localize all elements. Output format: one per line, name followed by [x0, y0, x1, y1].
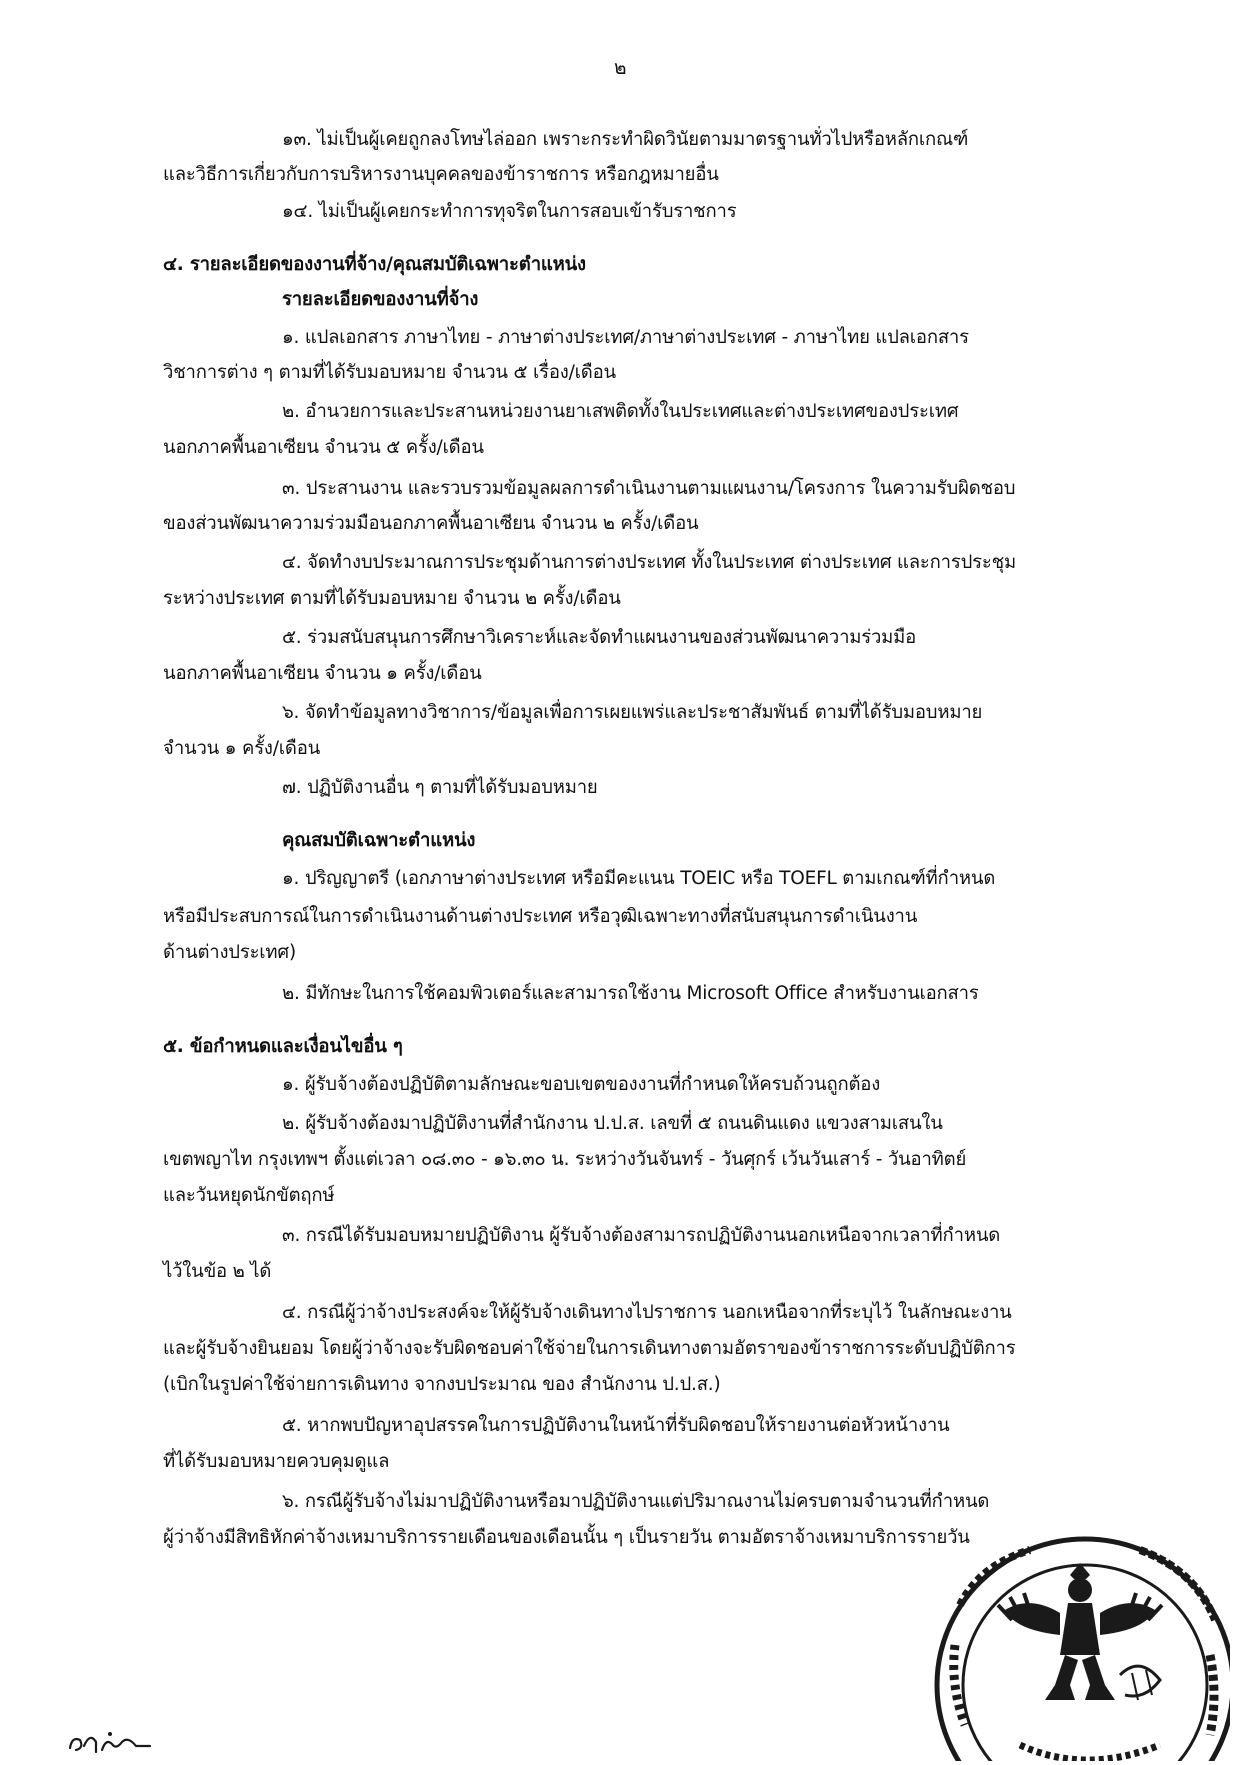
job-line: ๑. แปลเอกสาร ภาษาไทย - ภาษาต่างประเทศ/ภาษาต่างประเทศ - ภาษาไทย แปลเอกสาร	[282, 327, 969, 348]
job-details-heading: รายละเอียดของงานที่จ้าง	[282, 289, 479, 310]
condition-line: (เบิกในรูปค่าใช้จ่ายการเดินทาง จากงบประมาณ ของ สำนักงาน ป.ป.ส.)	[163, 1374, 721, 1395]
job-line: จำนวน ๑ ครั้ง/เดือน	[163, 738, 321, 759]
condition-line: และวันหยุดนักขัตฤกษ์	[163, 1185, 335, 1206]
job-line: ๓. ประสานงาน และรวบรวมข้อมูลผลการดำเนินงานตามแผนงาน/โครงการ ในความรับผิดชอบ	[282, 478, 1016, 499]
job-line: ๖. จัดทำข้อมูลทางวิชาการ/ข้อมูลเพื่อการเผยแพร่และประชาสัมพันธ์ ตามที่ได้รับมอบหมาย	[282, 702, 983, 723]
handwritten-initials-icon	[66, 1728, 156, 1762]
job-line: นอกภาคพื้นอาเซียน จำนวน ๑ ครั้ง/เดือน	[163, 663, 482, 684]
condition-line: ผู้ว่าจ้างมีสิทธิหักค่าจ้างเหมาบริการรายเดือนของเดือนนั้น ๆ เป็นรายวัน ตามอัตราจ้างเหมาบริการรายวัน	[163, 1527, 970, 1548]
job-line: นอกภาคพื้นอาเซียน จำนวน ๕ ครั้ง/เดือน	[163, 437, 484, 458]
section3-item-14: ๑๔. ไม่เป็นผู้เคยกระทำการทุจริตในการสอบเข้ารับราชการ	[282, 201, 737, 222]
job-line: ระหว่างประเทศ ตามที่ได้รับมอบหมาย จำนวน ๒ ครั้ง/เดือน	[163, 588, 621, 609]
condition-line: ๕. หากพบปัญหาอุปสรรคในการปฏิบัติงานในหน้าที่รับผิดชอบให้รายงานต่อหัวหน้างาน	[282, 1415, 950, 1436]
section3-item-13-cont: และวิธีการเกี่ยวกับการบริหารงานบุคคลของข้าราชการ หรือกฎหมายอื่น	[163, 164, 719, 185]
job-line: ๔. จัดทำงบประมาณการประชุมด้านการต่างประเทศ ทั้งในประเทศ ต่างประเทศ และการประชุม	[282, 552, 1016, 573]
condition-line: ที่ได้รับมอบหมายควบคุมดูแล	[163, 1451, 390, 1472]
section5-heading: ๕. ข้อกำหนดและเงื่อนไขอื่น ๆ	[163, 1036, 403, 1057]
condition-line: และผู้รับจ้างยินยอม โดยผู้ว่าจ้างจะรับผิดชอบค่าใช้จ่ายในการเดินทางตามอัตราของข้าราชการระดับปฏิบัติการ	[163, 1338, 1016, 1359]
condition-line: ไว้ในข้อ ๒ ได้	[163, 1261, 272, 1282]
section4-heading: ๔. รายละเอียดของงานที่จ้าง/คุณสมบัติเฉพาะตำแหน่ง	[163, 254, 586, 275]
job-line: วิชาการต่าง ๆ ตามที่ได้รับมอบหมาย จำนวน ๕ เรื่อง/เดือน	[163, 362, 616, 383]
condition-line: เขตพญาไท กรุงเทพฯ ตั้งแต่เวลา ๐๘.๓๐ - ๑๖.๓๐ น. ระหว่างวันจันทร์ - วันศุกร์ เว้นวันเสาร์ - วันอาทิตย์	[163, 1149, 967, 1170]
qualifications-heading: คุณสมบัติเฉพาะตำแหน่ง	[282, 830, 476, 851]
condition-line: ๑. ผู้รับจ้างต้องปฏิบัติตามลักษณะขอบเขตของงานที่กำหนดให้ครบถ้วนถูกต้อง	[282, 1074, 881, 1095]
job-line: ของส่วนพัฒนาความร่วมมือนอกภาคพื้นอาเซียน จำนวน ๒ ครั้ง/เดือน	[163, 513, 699, 534]
condition-line: ๖. กรณีผู้รับจ้างไม่มาปฏิบัติงานหรือมาปฏิบัติงานแต่ปริมาณงานไม่ครบตามจำนวนที่กำหนด	[282, 1491, 990, 1512]
condition-line: ๓. กรณีได้รับมอบหมายปฏิบัติงาน ผู้รับจ้างต้องสามารถปฏิบัติงานนอกเหนือจากเวลาที่กำหนด	[282, 1225, 1001, 1246]
job-line: ๗. ปฏิบัติงานอื่น ๆ ตามที่ได้รับมอบหมาย	[282, 777, 598, 798]
qualification-line: ๑. ปริญญาตรี (เอกภาษาต่างประเทศ หรือมีคะแนน TOEIC หรือ TOEFL ตามเกณฑ์ที่กำหนด	[282, 868, 996, 889]
condition-line: ๔. กรณีผู้ว่าจ้างประสงค์จะให้ผู้รับจ้างเดินทางไปราชการ นอกเหนือจากที่ระบุไว้ ในลักษณะงาน	[282, 1302, 1012, 1323]
job-line: ๒. อำนวยการและประสานหน่วยงานยาเสพติดทั้งในประเทศและต่างประเทศของประเทศ	[282, 401, 959, 422]
page-number: ๒	[614, 57, 627, 79]
section3-item-13: ๑๓. ไม่เป็นผู้เคยถูกลงโทษไล่ออก เพราะกระทำผิดวินัยตามมาตรฐานทั่วไปหรือหลักเกณฑ์	[282, 129, 969, 150]
qualification-line: ด้านต่างประเทศ)	[163, 942, 296, 963]
qualification-line: ๒. มีทักษะในการใช้คอมพิวเตอร์และสามารถใช้งาน Microsoft Office สำหรับงานเอกสาร	[282, 983, 979, 1004]
garuda-seal-icon	[920, 1535, 1230, 1765]
qualification-line: หรือมีประสบการณ์ในการดำเนินงานด้านต่างประเทศ หรือวุฒิเฉพาะทางที่สนับสนุนการดำเนินงาน	[163, 906, 918, 927]
job-line: ๕. ร่วมสนับสนุนการศึกษาวิเคราะห์และจัดทำแผนงานของส่วนพัฒนาความร่วมมือ	[282, 627, 917, 648]
condition-line: ๒. ผู้รับจ้างต้องมาปฏิบัติงานที่สำนักงาน ป.ป.ส. เลขที่ ๕ ถนนดินแดง แขวงสามเสนใน	[282, 1113, 943, 1134]
